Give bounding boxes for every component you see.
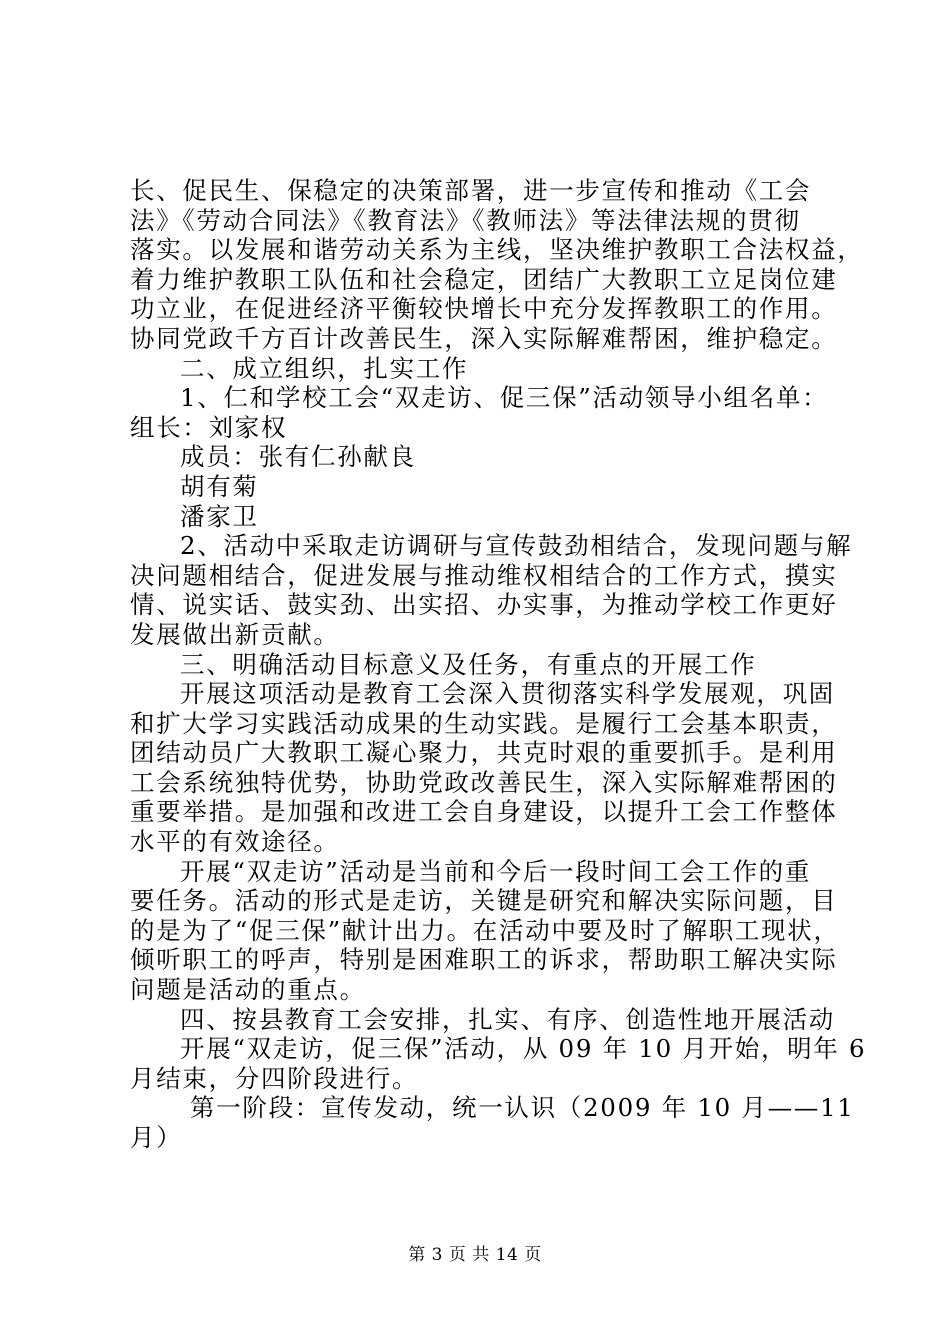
text-line: 法》《劳动合同法》《教育法》《教师法》等法律法规的贯彻: [130, 205, 801, 235]
text-line: 开展这项活动是教育工会深入贯彻落实科学发展观，巩固: [180, 679, 835, 709]
text-line: 团结动员广大教职工凝心聚力，共克时艰的重要抓手。是利用: [130, 738, 838, 768]
text-line: 组长：刘家权: [130, 412, 288, 442]
text-line: 问题是活动的重点。: [130, 975, 366, 1005]
text-line: 四、按县教育工会安排，扎实、有序、创造性地开展活动: [180, 1004, 835, 1034]
text-line: 和扩大学习实践活动成果的生动实践。是履行工会基本职责，: [130, 708, 838, 738]
text-line: 功立业，在促进经济平衡较快增长中充分发挥教职工的作用。: [130, 294, 838, 324]
text-line: 重要举措。是加强和改进工会自身建设，以提升工会工作整体: [130, 797, 838, 827]
text-line: 发展做出新贡献。: [130, 619, 340, 649]
text-line: 月结束，分四阶段进行。: [130, 1063, 419, 1093]
text-line: 成员：张有仁孙献良: [180, 442, 416, 472]
document-body: [130, 176, 867, 1153]
text-line: 开展“双走访，促三保”活动，从 09 年 10 月开始，明年 6: [180, 1034, 867, 1064]
text-line: 倾听职工的呼声，特别是困难职工的诉求，帮助职工解决实际: [130, 945, 838, 975]
text-line: 第一阶段：宣传发动，统一认识（2009 年 10 月——11: [190, 1093, 855, 1123]
text-line: 开展“双走访”活动是当前和今后一段时间工会工作的重: [180, 856, 812, 886]
text-line: 的是为了“促三保”献计出力。在活动中要及时了解职工现状，: [130, 915, 840, 945]
text-line: 三、明确活动目标意义及任务，有重点的开展工作: [180, 649, 757, 679]
text-line: 潘家卫: [180, 501, 259, 531]
text-line: 着力维护教职工队伍和社会稳定，团结广大教职工立足岗位建: [130, 264, 838, 294]
text-line: 长、促民生、保稳定的决策部署，进一步宣传和推动《工会: [130, 176, 812, 205]
text-line: 1、仁和学校工会“双走访、促三保”活动领导小组名单：: [180, 383, 829, 413]
text-line: 情、说实话、鼓实劲、出实招、办实事，为推动学校工作更好: [130, 590, 838, 620]
text-line: 落实。以发展和谐劳动关系为主线，坚决维护教职工合法权益，: [130, 235, 864, 265]
text-line: 2、活动中采取走访调研与宣传鼓劲相结合，发现问题与解: [180, 531, 853, 561]
text-line: 要任务。活动的形式是走访，关键是研究和解决实际问题，目: [130, 886, 838, 916]
text-line: 协同党政千方百计改善民生，深入实际解难帮困，维护稳定。: [130, 323, 838, 353]
text-line: 水平的有效途径。: [130, 827, 340, 857]
text-line: 二、成立组织，扎实工作: [180, 353, 469, 383]
text-line: 决问题相结合，促进发展与推动维权相结合的工作方式，摸实: [130, 560, 838, 590]
text-line: 胡有菊: [180, 471, 259, 501]
text-line: 月）: [130, 1123, 183, 1152]
page-footer: 第 3 页 共 14 页: [408, 1245, 542, 1265]
text-line: 工会系统独特优势，协助党政改善民生，深入实际解难帮困的: [130, 767, 838, 797]
